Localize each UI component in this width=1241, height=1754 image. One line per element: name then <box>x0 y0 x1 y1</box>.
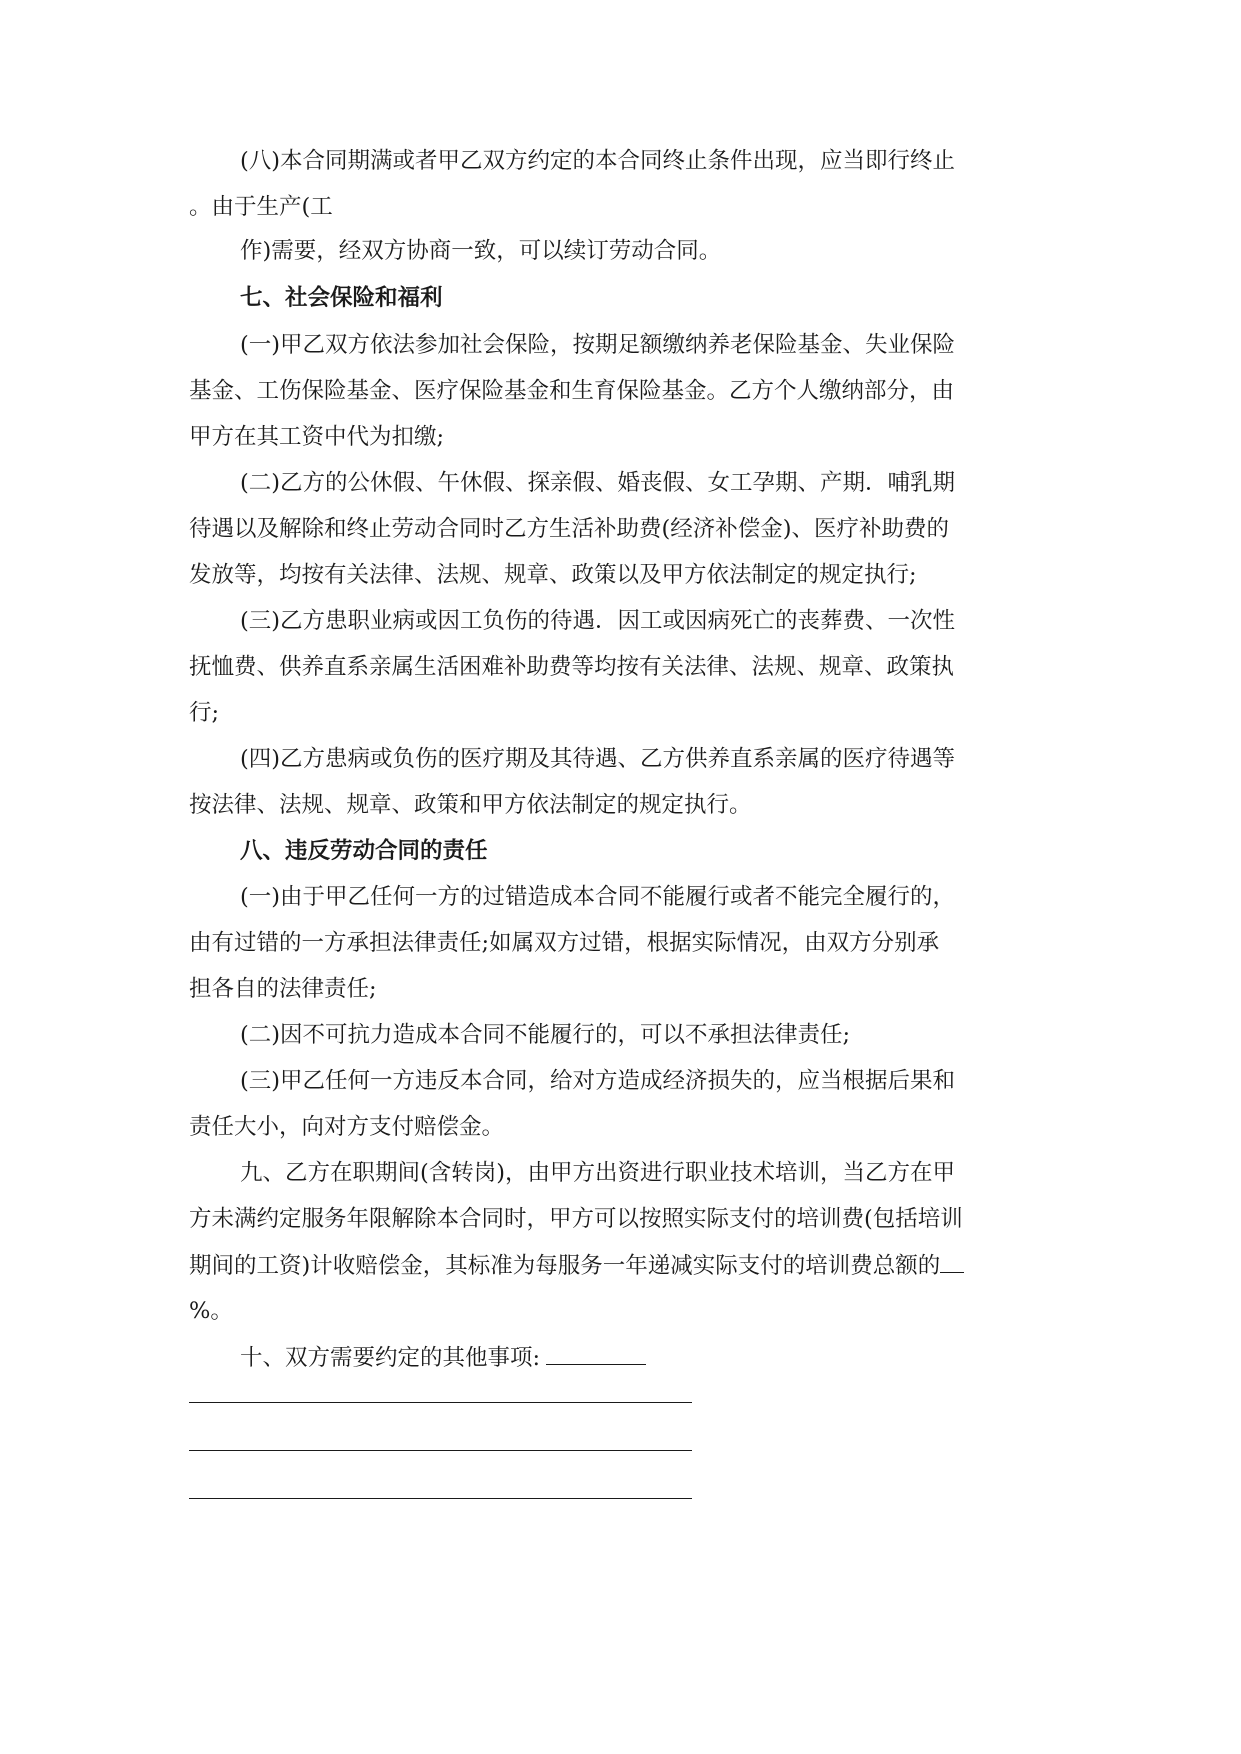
section-10-text: 十、双方需要约定的其他事项: <box>240 1345 541 1371</box>
section-10-line <box>240 1342 646 1372</box>
blank-rule-line-1 <box>189 1402 692 1403</box>
clause-7-3-line-3: 行; <box>189 700 220 726</box>
clause-7-1-line-1: (一)甲乙双方依法参加社会保险，按期足额缴纳养老保险基金、失业保险 <box>240 332 956 358</box>
clause-7-3-line-2: 抚恤费、供养直系亲属生活困难补助费等均按有关法律、法规、规章、政策执 <box>189 654 955 680</box>
clause-8-3-line-1: (三)甲乙任何一方违反本合同，给对方造成经济损失的，应当根据后果和 <box>240 1068 956 1094</box>
clause-7-4-line-1: (四)乙方患病或负伤的医疗期及其待遇、乙方供养直系亲属的医疗待遇等 <box>240 746 956 772</box>
other-matters-blank <box>546 1342 646 1365</box>
percentage-blank <box>940 1250 964 1273</box>
clause-7-1-line-2: 基金、工伤保险基金、医疗保险基金和生育保险基金。乙方个人缴纳部分，由 <box>189 378 955 404</box>
clause-8-3-line-2: 责任大小，向对方支付赔偿金。 <box>189 1114 505 1140</box>
clause-6-8-line-2: 。由于生产(工 <box>189 194 333 220</box>
section-9-line-3 <box>189 1250 964 1280</box>
blank-rule-line-2 <box>189 1450 692 1451</box>
clause-8-1-line-1: (一)由于甲乙任何一方的过错造成本合同不能履行或者不能完全履行的， <box>240 884 956 910</box>
clause-8-2-line-1: (二)因不可抗力造成本合同不能履行的，可以不承担法律责任; <box>240 1022 851 1048</box>
section-9-line-3-text: 期间的工资)计收赔偿金，其标准为每服务一年递减实际支付的培训费总额的 <box>189 1253 941 1279</box>
blank-rule-line-3 <box>189 1498 692 1499</box>
clause-7-3-line-1: (三)乙方患职业病或因工负伤的待遇．因工或因病死亡的丧葬费、一次性 <box>240 608 956 634</box>
clause-7-2-line-2: 待遇以及解除和终止劳动合同时乙方生活补助费(经济补偿金)、医疗补助费的 <box>189 516 950 542</box>
clause-6-8-line-1: (八)本合同期满或者甲乙双方约定的本合同终止条件出现，应当即行终止 <box>240 148 956 174</box>
clause-7-2-line-1: (二)乙方的公休假、午休假、探亲假、婚丧假、女工孕期、产期．哺乳期 <box>240 470 956 496</box>
section-9-line-1: 九、乙方在职期间(含转岗)，由甲方出资进行职业技术培训，当乙方在甲 <box>240 1160 956 1186</box>
section-7-heading: 七、社会保险和福利 <box>240 285 443 311</box>
clause-6-8-line-3: 作)需要，经双方协商一致，可以续订劳动合同。 <box>240 238 722 264</box>
clause-7-4-line-2: 按法律、法规、规章、政策和甲方依法制定的规定执行。 <box>189 792 752 818</box>
clause-7-1-line-3: 甲方在其工资中代为扣缴; <box>189 424 445 450</box>
clause-8-1-line-3: 担各自的法律责任; <box>189 976 377 1002</box>
clause-7-2-line-3: 发放等，均按有关法律、法规、规章、政策以及甲方依法制定的规定执行; <box>189 562 917 588</box>
section-9-line-4: %。 <box>189 1298 233 1324</box>
section-9-line-2: 方未满约定服务年限解除本合同时，甲方可以按照实际支付的培训费(包括培训 <box>189 1206 963 1232</box>
clause-8-1-line-2: 由有过错的一方承担法律责任;如属双方过错，根据实际情况，由双方分别承 <box>189 930 940 956</box>
section-8-heading: 八、违反劳动合同的责任 <box>240 838 488 864</box>
